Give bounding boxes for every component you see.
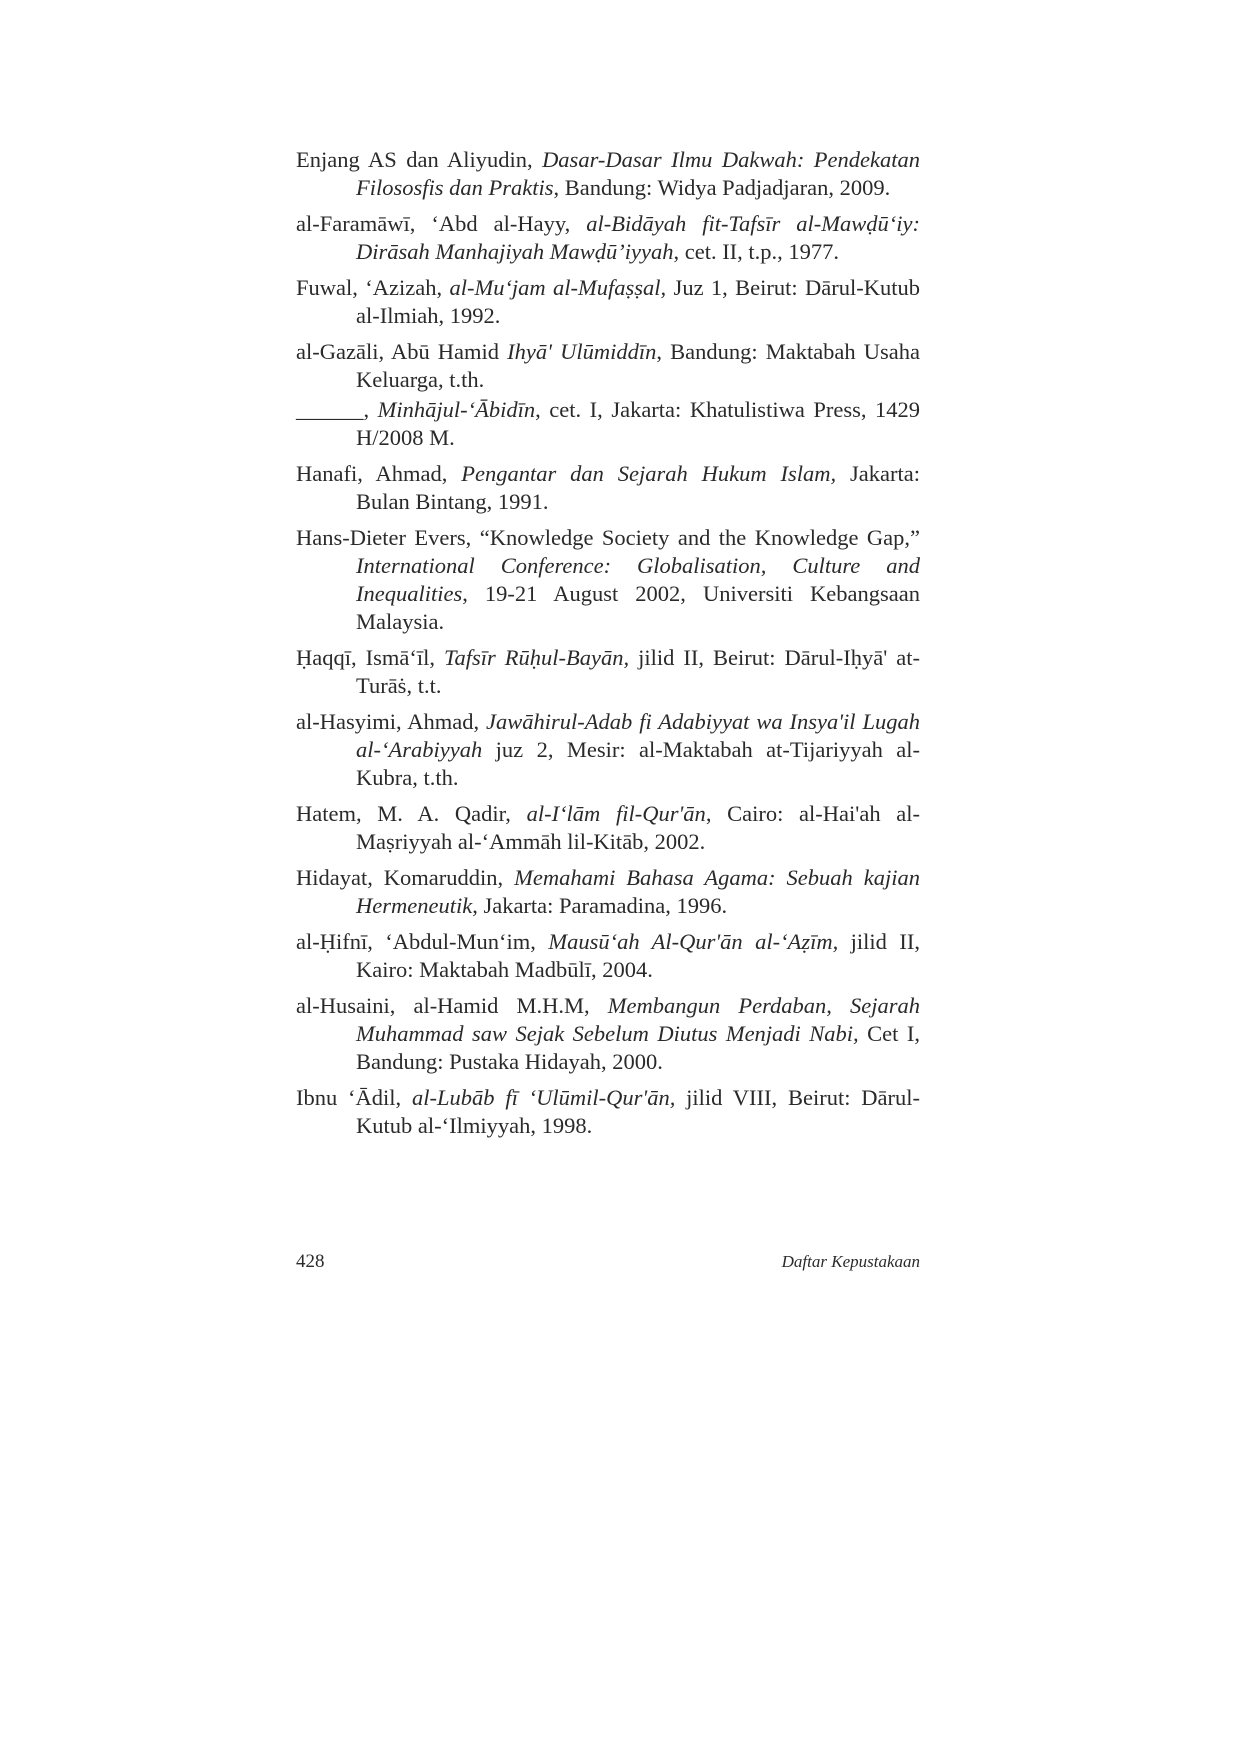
bibliography-entry: al-Gazāli, Abū Hamid Ihyā' Ulūmiddīn, Bandung: Maktabah Usaha Keluarga, t.th. [296, 339, 921, 392]
bibliography-entry: Hanafi, Ahmad, Pengantar dan Sejarah Hukum Islam, Jakarta: Bulan Bintang, 1991. [296, 461, 921, 514]
bibliography-entry: al-Faramāwī, ‘Abd al-Hayy, al-Bidāyah fit-Tafsīr al-Mawḍū‘iy: Dirāsah Manhajiyah Mawḍū’iyyah, cet. II, t.p., 1977. [296, 211, 920, 264]
bibliography-entry: Enjang AS dan Aliyudin, Dasar-Dasar Ilmu Dakwah: Pendekatan Filososfis dan Praktis, Bandung: Widya Padjadjaran, 2009. [296, 147, 921, 200]
bibliography-entry: ______, Minhājul-‘Ābidīn, cet. I, Jakarta: Khatulistiwa Press, 1429 H/2008 M. [296, 397, 920, 450]
bibliography-entry: Ibnu ‘Ādil, al-Lubāb fī ‘Ulūmil-Qur'ān, jilid VIII, Beirut: Dārul-Kutub al-‘Ilmiyyah, 1998. [296, 1085, 920, 1138]
bibliography-entry: al-Hasyimi, Ahmad, Jawāhirul-Adab fi Adabiyyat wa Insya'il Lugah al-‘Arabiyyah juz 2, Mesir: al-Maktabah at-Tijariyyah al-Kubra, t.th. [296, 709, 920, 790]
bibliography-entry: Ḥaqqī, Ismā‘īl, Tafsīr Rūḥul-Bayān, jilid II, Beirut: Dārul-Iḥyā' at-Turāṡ, t.t. [296, 645, 920, 698]
bibliography-entry: Hatem, M. A. Qadir, al-I‘lām fil-Qur'ān, Cairo: al-Hai'ah al-Maṣriyyah al-‘Ammāh lil-Kitāb, 2002. [296, 801, 920, 854]
bibliography-entry: al-Ḥifnī, ‘Abdul-Mun‘im, Mausū‘ah Al-Qur'ān al-‘Aẓīm, jilid II, Kairo: Maktabah Madbūlī, 2004. [296, 929, 920, 982]
bibliography-entry: Fuwal, ‘Azizah, al-Mu‘jam al-Mufaṣṣal, Juz 1, Beirut: Dārul-Kutub al-Ilmiah, 1992. [296, 275, 920, 328]
page-number: 428 [296, 1251, 325, 1272]
bibliography-entry: Hidayat, Komaruddin, Memahami Bahasa Agama: Sebuah kajian Hermeneutik, Jakarta: Paramadina, 1996. [296, 865, 920, 918]
bibliography-list [296, 146, 920, 1148]
bibliography-entry: Hans-Dieter Evers, “Knowledge Society and the Knowledge Gap,” International Conference: Globalisation, Culture and Inequalities, 19-21 August 2002, Universiti Kebangsaan Malaysia. [296, 525, 920, 634]
running-footer-title: Daftar Kepustakaan [781, 1252, 920, 1271]
bibliography-entry: al-Husaini, al-Hamid M.H.M, Membangun Perdaban, Sejarah Muhammad saw Sejak Sebelum Diutus Menjadi Nabi, Cet I, Bandung: Pustaka Hidayah, 2000. [296, 993, 920, 1074]
